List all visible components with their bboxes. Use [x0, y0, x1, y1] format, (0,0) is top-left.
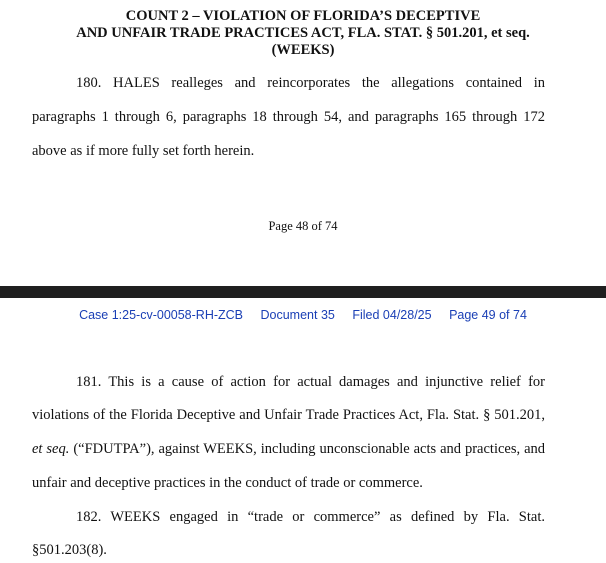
page-number-footer: Page 48 of 74: [268, 219, 338, 233]
count-heading-line-1: COUNT 2 – VIOLATION OF FLORIDA’S DECEPTIVE: [125, 8, 481, 24]
ecf-filed-date: Filed 04/28/25: [352, 308, 432, 322]
page-49: [0, 298, 606, 563]
paragraph-181-line-4: unfair and deceptive practices in the conduct of trade or commerce.: [32, 475, 423, 491]
et-seq-italic: et seq.: [32, 441, 70, 457]
paragraph-181-line-1: 181. This is a cause of action for actual damages and injunctive relief for: [76, 374, 545, 390]
ecf-header: [0, 308, 606, 322]
paragraph-181-line-3: [32, 441, 545, 458]
paragraph-182-line-2: §501.203(8).: [32, 542, 107, 558]
paragraph-180-line-1: 180. HALES realleges and reincorporates the allegations contained in: [76, 75, 545, 91]
paragraph-182-line-1: 182. WEEKS engaged in “trade or commerce” as defined by Fla. Stat.: [76, 509, 545, 525]
count-heading-line-3: (WEEKS): [271, 42, 335, 58]
count-heading-line-2: AND UNFAIR TRADE PRACTICES ACT, FLA. STAT. § 501.201, et seq.: [76, 25, 530, 41]
paragraph-181-line-2: violations of the Florida Deceptive and Unfair Trade Practices Act, Fla. Stat. § 501.201,: [32, 407, 545, 423]
ecf-document-number: Document 35: [260, 308, 335, 322]
paragraph-180-line-3: above as if more fully set forth herein.: [32, 143, 255, 159]
paragraph-180-line-2: paragraphs 1 through 6, paragraphs 18 through 54, and paragraphs 165 through 172: [32, 109, 545, 125]
ecf-page-number: Page 49 of 74: [449, 308, 527, 322]
page-divider: [0, 286, 606, 298]
ecf-case-number: Case 1:25-cv-00058-RH-ZCB: [79, 308, 244, 322]
paragraph-181-line-3-rest: (“FDUTPA”), against WEEKS, including unconscionable acts and practices, and: [69, 441, 546, 457]
